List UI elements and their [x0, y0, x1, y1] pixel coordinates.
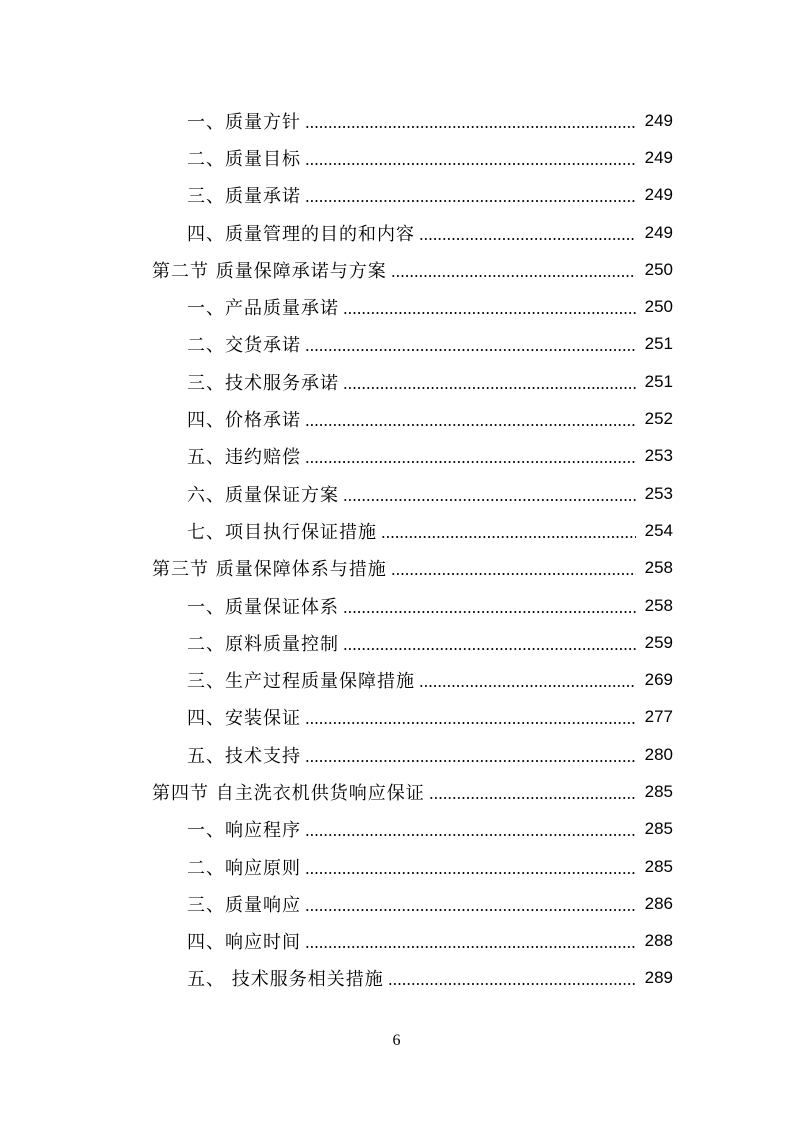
toc-dot-leader — [419, 237, 636, 241]
toc-entry-title: 六、质量保证方案 — [187, 484, 339, 506]
toc-entry-page-number: 286 — [644, 893, 673, 913]
toc-entry-title: 二、原料质量控制 — [187, 633, 339, 655]
toc-dot-leader — [343, 610, 636, 614]
toc-entry-title: 五、违约赔偿 — [187, 447, 301, 469]
toc-entry[interactable] — [0, 214, 793, 251]
toc-dot-leader — [343, 498, 636, 502]
toc-entry-title: 一、质量保证体系 — [187, 596, 339, 618]
toc-entry-title: 一、质量方针 — [187, 111, 301, 133]
toc-entry[interactable] — [0, 848, 793, 885]
toc-entry-page-number: 251 — [644, 371, 673, 391]
toc-dot-leader — [305, 423, 636, 427]
toc-dot-leader — [391, 572, 636, 576]
toc-entry-page-number: 285 — [644, 781, 673, 801]
toc-entry-title: 三、技术服务承诺 — [187, 372, 339, 394]
toc-entry-page-number: 249 — [644, 222, 673, 242]
toc-entry-page-number: 285 — [644, 819, 673, 839]
toc-entry-page-number: 250 — [644, 297, 673, 317]
toc-entry-page-number: 285 — [644, 856, 673, 876]
toc-entry[interactable] — [0, 512, 793, 549]
toc-entry-page-number: 280 — [644, 744, 673, 764]
toc-entry[interactable] — [0, 475, 793, 512]
toc-dot-leader — [305, 833, 636, 837]
toc-entry-title: 一、产品质量承诺 — [187, 298, 339, 320]
toc-entry-page-number: 254 — [644, 520, 673, 540]
toc-entry-title: 四、质量管理的目的和内容 — [187, 223, 415, 245]
toc-entry-page-number: 253 — [644, 446, 673, 466]
toc-dot-leader — [305, 199, 636, 203]
toc-dot-leader — [388, 982, 636, 986]
toc-entry[interactable] — [0, 923, 793, 960]
table-of-contents — [0, 102, 793, 997]
toc-dot-leader — [343, 386, 636, 390]
toc-dot-leader — [305, 945, 636, 949]
toc-entry-page-number: 251 — [644, 334, 673, 354]
toc-entry-title: 二、响应原则 — [187, 857, 301, 879]
toc-entry-title: 二、交货承诺 — [187, 335, 301, 357]
toc-entry-page-number: 269 — [644, 670, 673, 690]
toc-entry-page-number: 250 — [644, 259, 673, 279]
toc-entry-title: 三、质量承诺 — [187, 186, 301, 208]
toc-section-entry[interactable] — [0, 550, 793, 587]
toc-dot-leader — [305, 721, 636, 725]
toc-entry-page-number: 249 — [644, 185, 673, 205]
toc-entry-page-number: 249 — [644, 110, 673, 130]
toc-entry-title: 二、质量目标 — [187, 148, 301, 170]
toc-dot-leader — [391, 274, 636, 278]
toc-dot-leader — [343, 647, 636, 651]
toc-entry-page-number: 288 — [644, 931, 673, 951]
toc-dot-leader — [305, 348, 636, 352]
toc-entry-title: 三、生产过程质量保障措施 — [187, 671, 415, 693]
toc-entry-page-number: 253 — [644, 483, 673, 503]
toc-entry-title: 五、技术支持 — [187, 745, 301, 767]
page-number: 6 — [392, 1032, 401, 1049]
toc-dot-leader — [429, 796, 636, 800]
toc-entry[interactable] — [0, 326, 793, 363]
toc-entry[interactable] — [0, 960, 793, 997]
toc-entry-title: 四、响应时间 — [187, 932, 301, 954]
toc-dot-leader — [305, 460, 636, 464]
toc-dot-leader — [381, 535, 636, 539]
toc-dot-leader — [305, 759, 636, 763]
toc-entry[interactable] — [0, 139, 793, 176]
toc-entry-page-number: 258 — [644, 558, 673, 578]
toc-entry[interactable] — [0, 885, 793, 922]
toc-entry[interactable] — [0, 736, 793, 773]
toc-dot-leader — [305, 125, 636, 129]
toc-entry[interactable] — [0, 438, 793, 475]
toc-entry-page-number: 252 — [644, 409, 673, 429]
toc-entry[interactable] — [0, 624, 793, 661]
toc-entry[interactable] — [0, 661, 793, 698]
toc-dot-leader — [343, 311, 636, 315]
toc-entry-page-number: 289 — [644, 968, 673, 988]
toc-entry[interactable] — [0, 177, 793, 214]
toc-dot-leader — [305, 871, 636, 875]
toc-section-entry[interactable] — [0, 251, 793, 288]
toc-entry-title: 一、响应程序 — [187, 820, 301, 842]
toc-entry[interactable] — [0, 811, 793, 848]
toc-entry-title: 四、价格承诺 — [187, 410, 301, 432]
toc-entry-page-number: 258 — [644, 595, 673, 615]
toc-entry[interactable] — [0, 587, 793, 624]
toc-entry[interactable] — [0, 102, 793, 139]
toc-dot-leader — [305, 908, 636, 912]
toc-entry[interactable] — [0, 400, 793, 437]
toc-entry-title: 四、安装保证 — [187, 708, 301, 730]
toc-entry-title: 第三节 质量保障体系与措施 — [152, 559, 387, 581]
toc-section-entry[interactable] — [0, 773, 793, 810]
toc-entry-title: 第四节 自主洗衣机供货响应保证 — [152, 782, 425, 804]
toc-entry-title: 七、项目执行保证措施 — [187, 521, 377, 543]
toc-entry-page-number: 259 — [644, 632, 673, 652]
toc-entry-title: 五、 技术服务相关措施 — [187, 969, 384, 991]
toc-dot-leader — [305, 162, 636, 166]
toc-entry[interactable] — [0, 363, 793, 400]
toc-entry-page-number: 277 — [644, 707, 673, 727]
toc-entry-title: 三、质量响应 — [187, 894, 301, 916]
toc-entry[interactable] — [0, 288, 793, 325]
toc-entry[interactable] — [0, 699, 793, 736]
toc-dot-leader — [419, 684, 636, 688]
toc-entry-title: 第二节 质量保障承诺与方案 — [152, 260, 387, 282]
toc-entry-page-number: 249 — [644, 147, 673, 167]
